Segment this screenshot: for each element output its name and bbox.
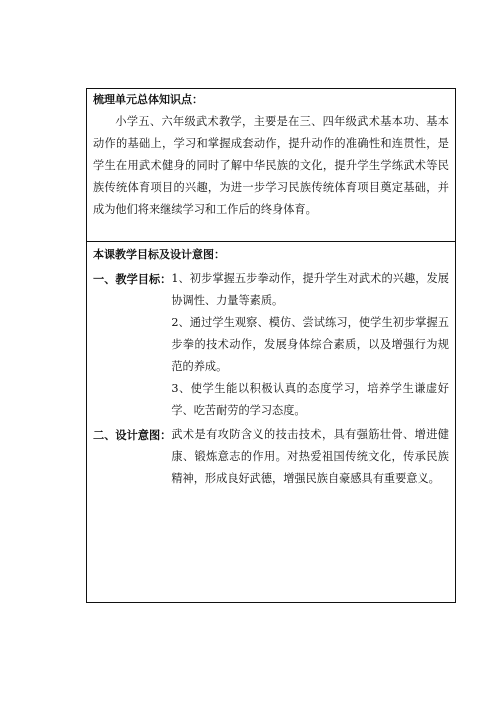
lesson-plan-table [86,88,456,603]
teaching-objectives-label: 一、教学目标： [93,272,172,286]
unit-knowledge-paragraph: 小学五、六年级武术教学，主要是在三、四年级武术基本功、基本动作的基础上，学习和掌握成套动作，提升动作的准确性和连贯性，是学生在用武术健身的同时了解中华民族的文化，提升学生学练武术等民族传统体育项目的兴趣，为进一步学习民族传统体育项目奠定基础，并成为他们将来继续学习和工作后的终身体育。 [93,115,449,216]
lesson-goals-cell [87,242,455,602]
teaching-objectives-list [171,268,449,422]
design-intent-body [171,424,449,490]
design-intent [93,424,449,490]
objective-item: 1、初步掌握五步拳动作，提升学生对武术的兴趣，发展协调性、力量等素质。 [171,272,449,307]
teaching-objectives [93,268,449,422]
lesson-goals-heading: 本课教学目标及设计意图： [93,248,225,261]
unit-knowledge-heading: 梳理单元总体知识点： [93,93,203,106]
unit-knowledge-cell [87,89,455,242]
objective-item: 2、通过学生观察、模仿、尝试练习，使学生初步掌握五步拳的技术动作，发展身体综合素质，以及增强行为规范的养成。 [171,316,449,373]
design-intent-label: 二、设计意图： [93,428,172,442]
design-intent-text: 武术是有攻防含义的技击技术，具有强筋壮骨、增进健康、锻炼意志的作用。对热爱祖国传统文化，传承民族精神，形成良好武德，增强民族自豪感具有重要意义。 [171,428,449,485]
objective-item: 3、使学生能以积极认真的态度学习，培养学生谦虚好学、吃苦耐劳的学习态度。 [171,382,449,417]
